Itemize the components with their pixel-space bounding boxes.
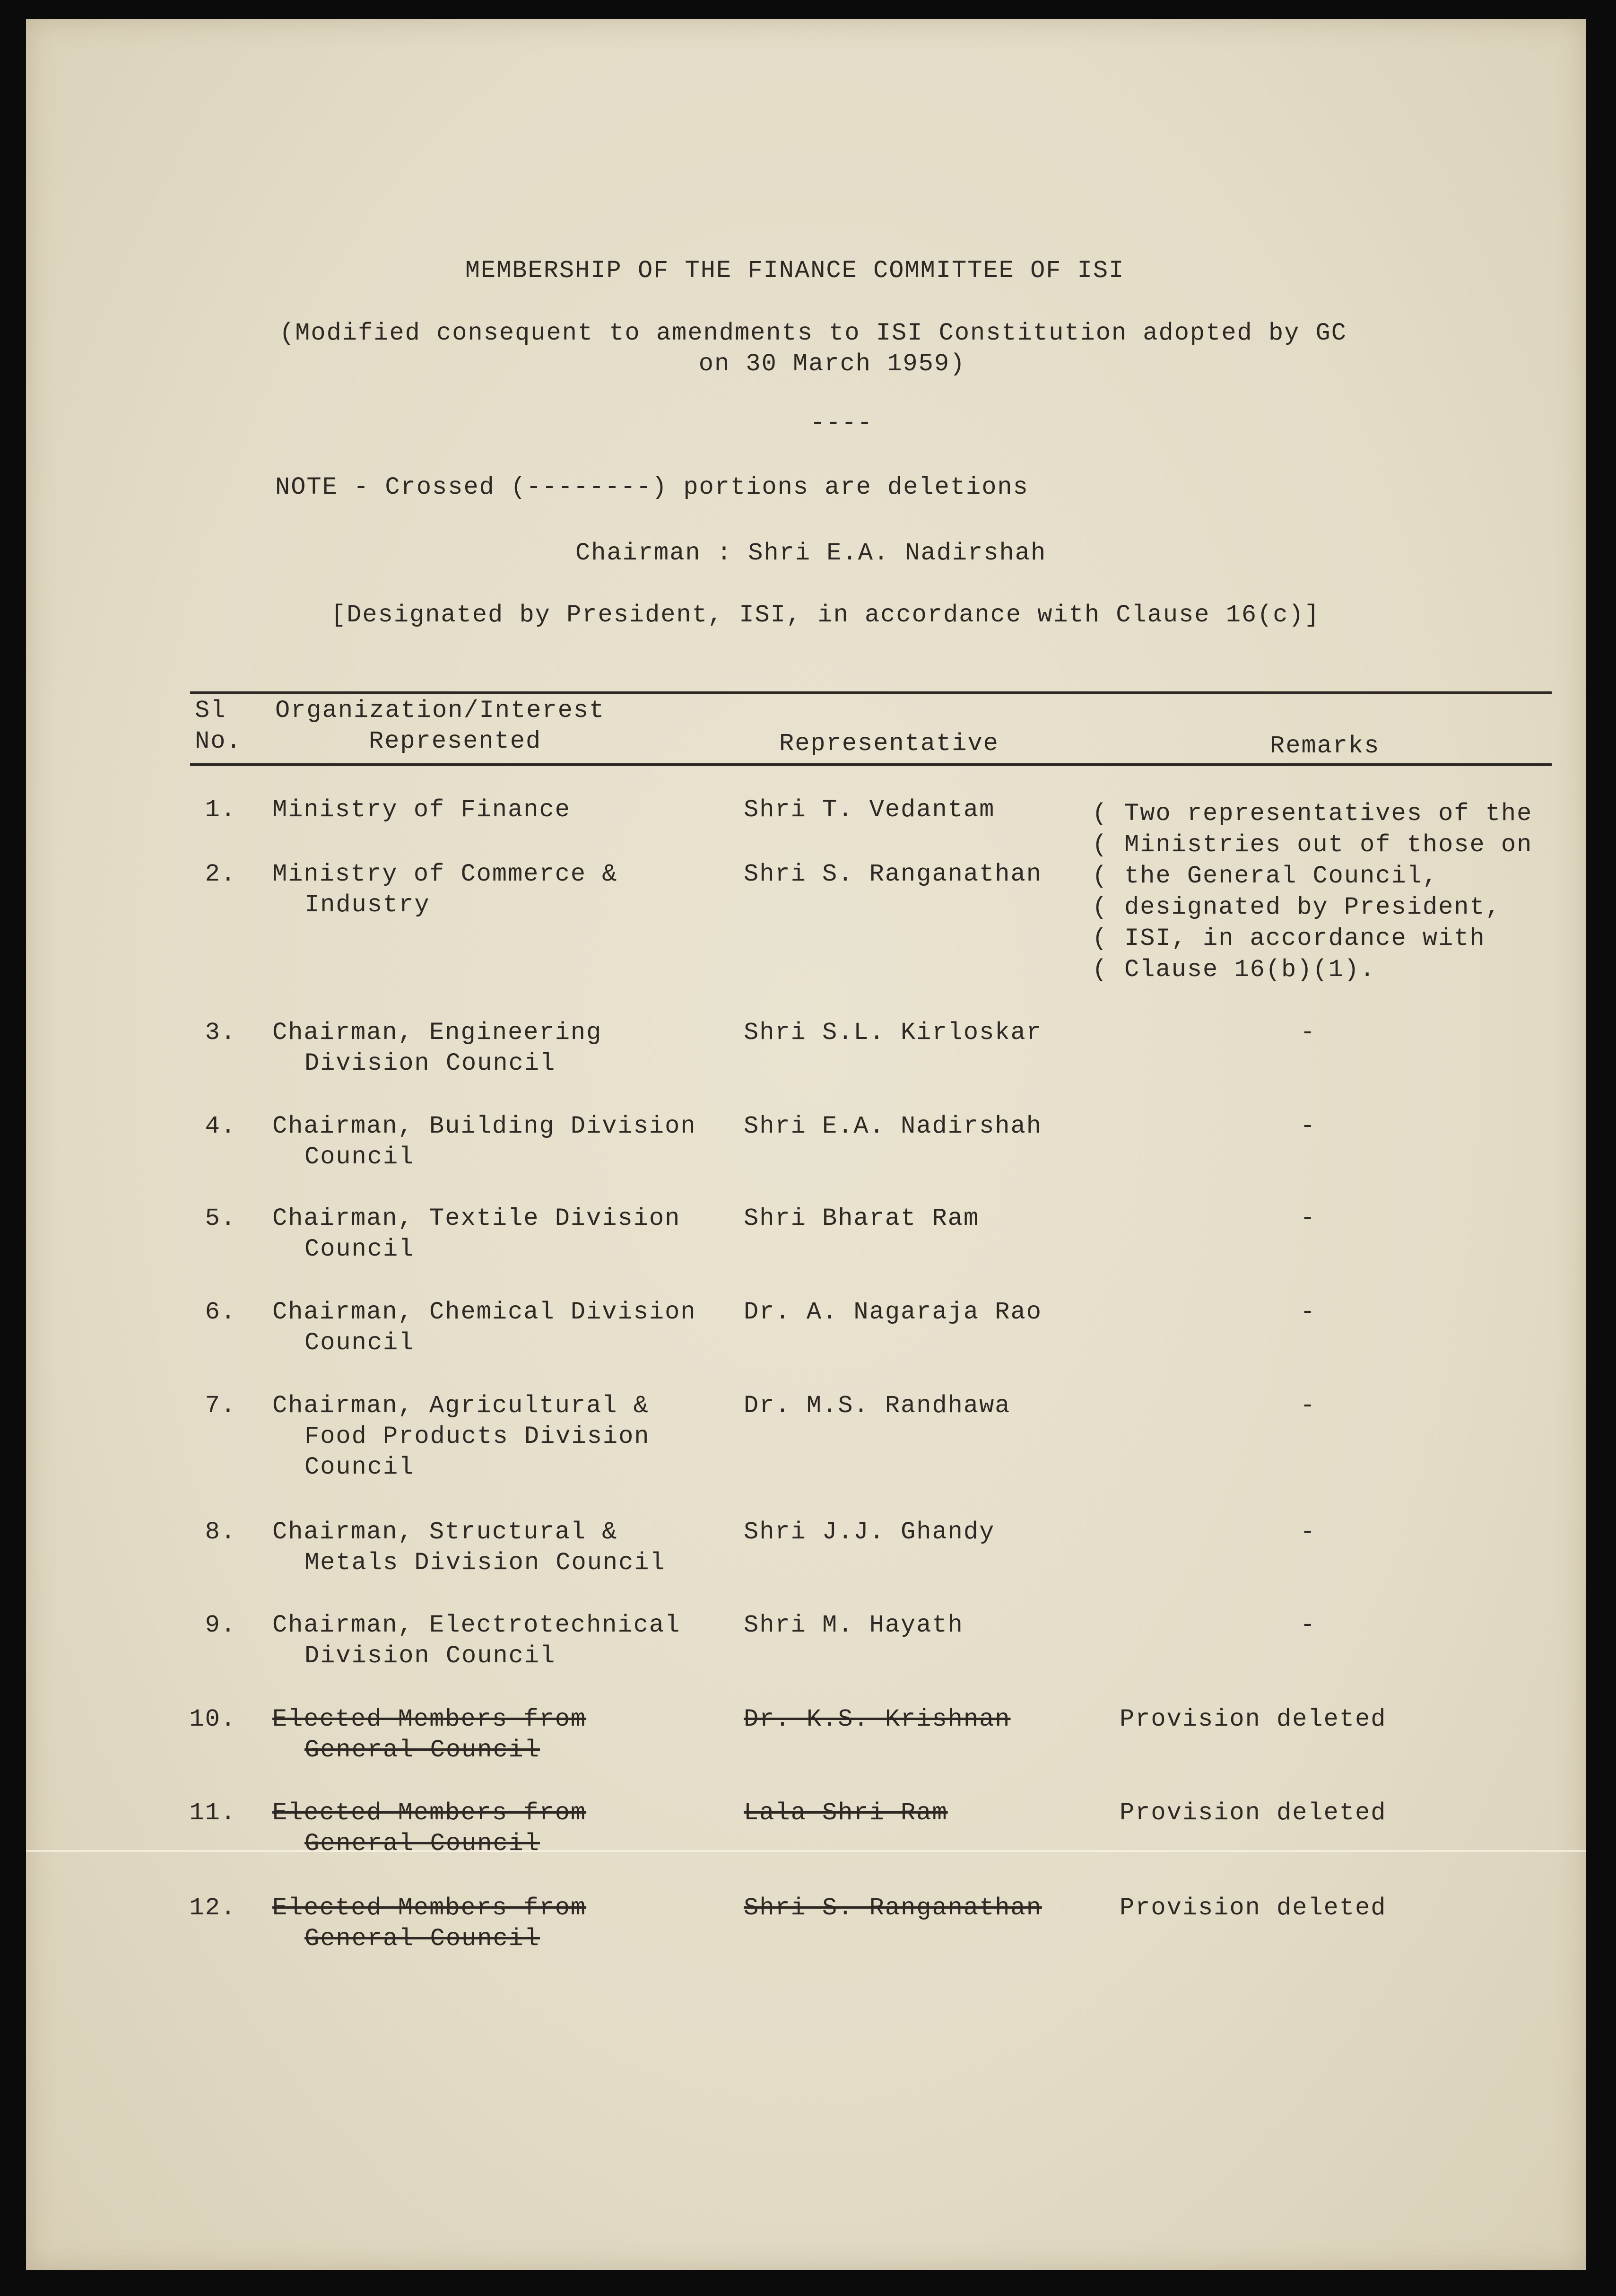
remark-bracket: ( [1092, 956, 1108, 984]
designation-note: [Designated by President, ISI, in accordance with Clause 16(c)] [331, 601, 1320, 629]
row-number: 11. [189, 1799, 236, 1827]
row-representative: Shri S. Ranganathan [744, 1894, 1042, 1922]
chairman-line: Chairman : Shri E.A. Nadirshah [575, 539, 1047, 567]
row-remarks: Provision deleted [1120, 1705, 1387, 1733]
header-sl: Sl [195, 697, 226, 725]
row-representative: Shri J.J. Ghandy [744, 1518, 995, 1546]
group-remark-line: Ministries out of those on [1124, 831, 1533, 859]
row-organization: Ministry of Commerce & [272, 860, 618, 888]
row-organization: Elected Members from [272, 1705, 587, 1733]
row-organization: General Council [304, 1830, 540, 1858]
row-number: 7. [205, 1392, 236, 1420]
row-number: 3. [205, 1019, 236, 1047]
row-remarks: - [1300, 1518, 1316, 1546]
row-organization: Chairman, Agricultural & [272, 1392, 649, 1420]
subtitle-line-1: (Modified consequent to amendments to ISI Constitution adopted by GC [279, 319, 1347, 347]
row-organization: Chairman, Chemical Division [272, 1298, 696, 1326]
separator: ---- [810, 409, 873, 437]
row-representative: Dr. M.S. Randhawa [744, 1392, 1011, 1420]
remark-bracket: ( [1092, 862, 1108, 890]
row-number: 12. [189, 1894, 236, 1922]
row-organization: Elected Members from [272, 1894, 587, 1922]
row-organization: Council [304, 1453, 415, 1481]
row-remarks: - [1300, 1392, 1316, 1420]
row-organization: Food Products Division [304, 1423, 650, 1450]
row-organization: General Council [304, 1925, 540, 1953]
remark-bracket: ( [1092, 925, 1108, 952]
group-remark-line: ISI, in accordance with [1124, 925, 1486, 952]
row-representative: Lala Shri Ram [744, 1799, 948, 1827]
row-remarks: Provision deleted [1120, 1894, 1387, 1922]
group-remark-line: Clause 16(b)(1). [1124, 956, 1376, 984]
row-remarks: - [1300, 1112, 1316, 1140]
table-top-rule [190, 691, 1552, 694]
row-organization: Chairman, Engineering [272, 1019, 602, 1047]
row-representative: Shri E.A. Nadirshah [744, 1112, 1042, 1140]
header-organization: Organization/Interest [275, 697, 605, 725]
header-represented: Represented [369, 727, 542, 755]
row-number: 8. [205, 1518, 236, 1546]
row-representative: Shri S.L. Kirloskar [744, 1019, 1042, 1047]
header-representative: Representative [779, 730, 999, 758]
header-no: No. [195, 727, 242, 755]
row-organization: Council [304, 1143, 415, 1171]
row-number: 4. [205, 1112, 236, 1140]
row-organization: Ministry of Finance [272, 796, 571, 824]
group-remark-line: the General Council, [1124, 862, 1439, 890]
row-organization: Council [304, 1329, 415, 1357]
remark-bracket: ( [1092, 893, 1108, 921]
row-organization: General Council [304, 1736, 540, 1764]
row-number: 10. [189, 1705, 236, 1733]
row-representative: Shri T. Vedantam [744, 796, 995, 824]
group-remark-line: designated by President, [1124, 893, 1501, 921]
document-title: MEMBERSHIP OF THE FINANCE COMMITTEE OF ISI [465, 257, 1125, 285]
row-remarks: Provision deleted [1120, 1799, 1387, 1827]
row-remarks: - [1300, 1019, 1316, 1047]
row-number: 1. [205, 796, 236, 824]
row-representative: Dr. K.S. Krishnan [744, 1705, 1011, 1733]
row-number: 2. [205, 860, 236, 888]
row-organization: Elected Members from [272, 1799, 587, 1827]
deletion-note: NOTE - Crossed (--------) portions are deletions [275, 473, 1029, 501]
row-representative: Dr. A. Nagaraja Rao [744, 1298, 1042, 1326]
subtitle-line-2: on 30 March 1959) [698, 350, 966, 378]
header-remarks: Remarks [1270, 732, 1380, 760]
row-representative: Shri S. Ranganathan [744, 860, 1042, 888]
paper-fold-crease [26, 1850, 1586, 1852]
row-representative: Shri M. Hayath [744, 1611, 964, 1639]
row-number: 6. [205, 1298, 236, 1326]
row-remarks: - [1300, 1298, 1316, 1326]
row-organization: Chairman, Textile Division [272, 1205, 681, 1232]
remark-bracket: ( [1092, 800, 1108, 828]
table-header-rule [190, 763, 1552, 766]
row-number: 9. [205, 1611, 236, 1639]
row-organization: Metals Division Council [304, 1549, 666, 1577]
row-organization: Industry [304, 891, 430, 919]
row-organization: Division Council [304, 1049, 556, 1077]
row-number: 5. [205, 1205, 236, 1232]
row-representative: Shri Bharat Ram [744, 1205, 980, 1232]
row-organization: Chairman, Electrotechnical [272, 1611, 681, 1639]
row-organization: Chairman, Structural & [272, 1518, 618, 1546]
row-organization: Chairman, Building Division [272, 1112, 696, 1140]
row-remarks: - [1300, 1611, 1316, 1639]
row-organization: Division Council [304, 1642, 556, 1670]
row-organization: Council [304, 1235, 415, 1263]
row-remarks: - [1300, 1205, 1316, 1232]
remark-bracket: ( [1092, 831, 1108, 859]
group-remark-line: Two representatives of the [1124, 800, 1533, 828]
